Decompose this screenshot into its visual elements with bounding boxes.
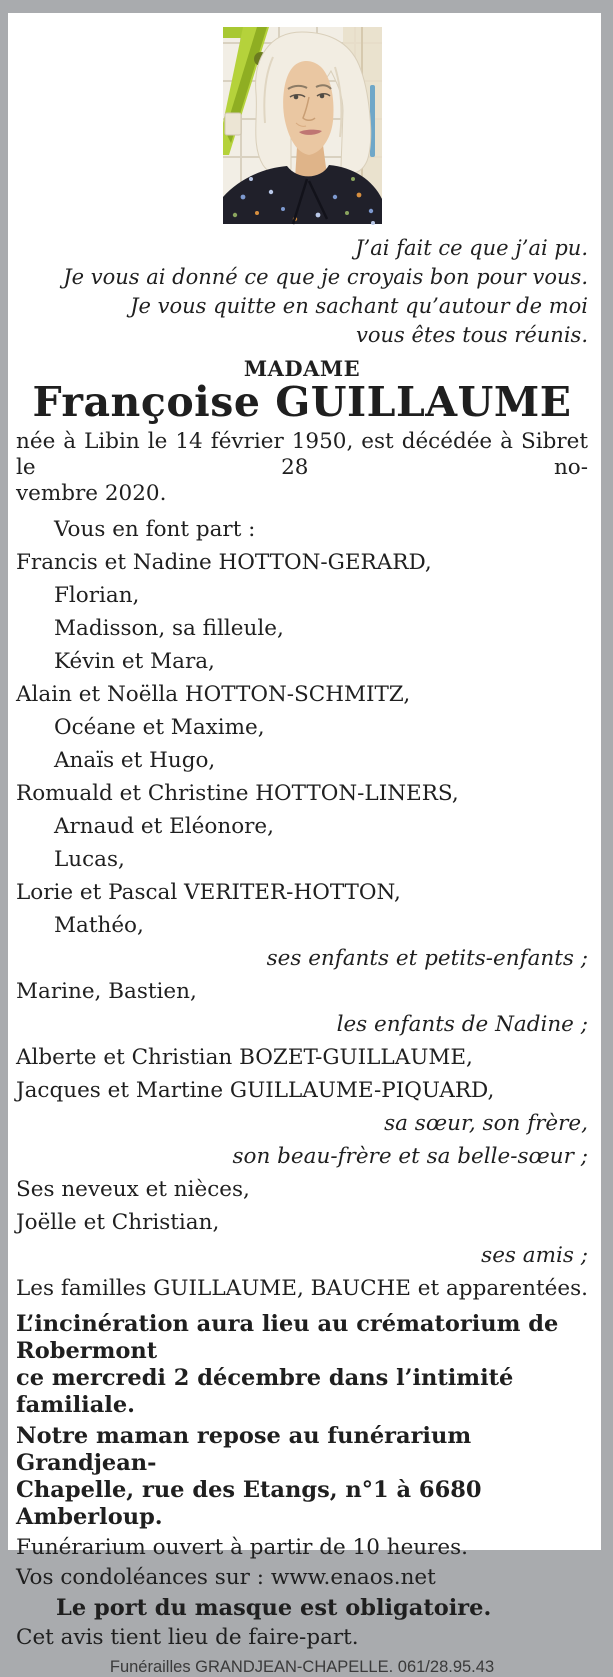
family-line: Arnaud et Eléonore,	[54, 814, 274, 839]
family-line: Joëlle et Christian,	[16, 1210, 220, 1235]
obituary-card	[8, 13, 601, 1676]
detail-line: Funérarium ouvert à partir de 10 heures.	[16, 1535, 469, 1560]
portrait-photo-illustration	[223, 27, 382, 224]
family-line: Vous en font part :	[54, 517, 256, 542]
life-dates-line: vembre 2020.	[16, 481, 167, 506]
family-line: Alberte et Christian BOZET-GUILLAUME,	[16, 1045, 473, 1070]
portrait-photo	[223, 27, 382, 224]
family-line: Lucas,	[54, 847, 125, 872]
detail-paragraph	[16, 1594, 588, 1622]
epitaph-line: Je vous ai donné ce que je croyais bon pour vous.	[63, 265, 588, 289]
epitaph-line: J’ai fait ce que j’ai pu.	[355, 236, 588, 260]
family-line: Alain et Noëlla HOTTON-SCHMITZ,	[16, 682, 411, 707]
detail-line: Le port du masque est obligatoire.	[56, 1595, 492, 1621]
family-line: les enfants de Nadine ;	[336, 1012, 588, 1037]
deceased-name: Françoise GUILLAUME	[32, 378, 572, 426]
detail-line: Notre maman repose au funérarium Grandjean-	[16, 1423, 472, 1476]
family-line: Marine, Bastien,	[16, 979, 197, 1004]
detail-paragraph	[16, 1311, 588, 1419]
epitaph-line: Je vous quitte en sachant qu’autour de moi	[130, 294, 588, 318]
civility-title: MADAME	[243, 356, 361, 381]
funeral-home-footer: Funérailles GRANDJEAN-CHAPELLE. 061/28.95.43	[109, 1658, 495, 1676]
family-line: Kévin et Mara,	[54, 649, 215, 674]
family-line: Madisson, sa filleule,	[54, 616, 284, 641]
detail-line: Vos condoléances sur : www.enaos.net	[16, 1565, 436, 1590]
family-line: Lorie et Pascal VERITER-HOTTON,	[16, 880, 401, 905]
family-line: Mathéo,	[54, 913, 144, 938]
family-line: ses enfants et petits-enfants ;	[266, 946, 588, 971]
family-line: Francis et Nadine HOTTON-GERARD,	[16, 550, 432, 575]
detail-line: ce mercredi 2 décembre dans l’intimité familiale.	[16, 1365, 514, 1418]
family-line: Romuald et Christine HOTTON-LINERS,	[16, 781, 459, 806]
epitaph-line: vous êtes tous réunis.	[356, 323, 588, 347]
detail-paragraph	[16, 1534, 588, 1562]
family-line: Ses neveux et nièces,	[16, 1177, 250, 1202]
detail-paragraph	[16, 1564, 588, 1592]
family-line: Les familles GUILLAUME, BAUCHE et apparentées.	[16, 1276, 588, 1301]
family-line: ses amis ;	[481, 1243, 588, 1268]
detail-line: Chapelle, rue des Etangs, n°1 à 6680 Amberloup.	[16, 1477, 482, 1530]
family-line: sa sœur, son frère,	[384, 1111, 588, 1136]
family-line: Anaïs et Hugo,	[54, 748, 216, 773]
detail-line: Cet avis tient lieu de faire-part.	[16, 1625, 359, 1650]
funeral-details	[16, 1311, 588, 1652]
detail-paragraph	[16, 1624, 588, 1652]
life-dates	[16, 429, 588, 507]
epitaph	[16, 234, 588, 350]
life-dates-line: née à Libin le 14 février 1950, est décédée à Sibret le 28 no-	[16, 429, 588, 480]
detail-line: L’incinération aura lieu au crématorium de Robermont	[16, 1311, 559, 1364]
family-line: Océane et Maxime,	[54, 715, 265, 740]
family-line: Florian,	[54, 583, 140, 608]
detail-paragraph	[16, 1423, 588, 1531]
family-line: Jacques et Martine GUILLAUME-PIQUARD,	[16, 1078, 495, 1103]
family-list	[16, 519, 588, 1300]
family-line: son beau-frère et sa belle-sœur ;	[232, 1144, 588, 1169]
